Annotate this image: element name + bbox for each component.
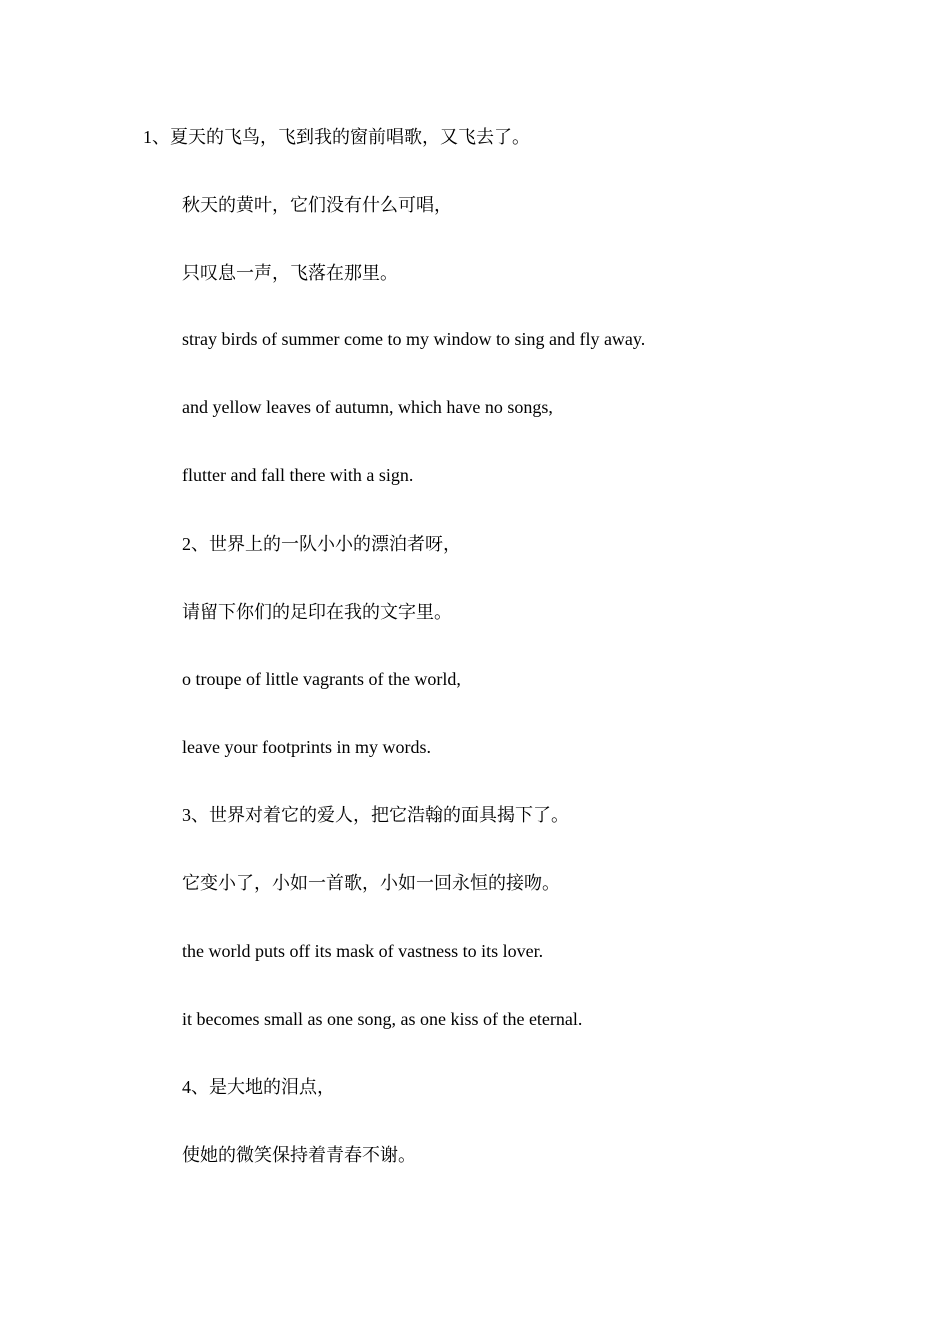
poem-line-15: 4、是大地的泪点， [182, 1077, 335, 1097]
poem-line-3: 只叹息一声，飞落在那里。 [182, 263, 398, 283]
poem-line-16: 使她的微笑保持着青春不谢。 [182, 1145, 416, 1165]
poem-line-2: 秋天的黄叶，它们没有什么可唱， [182, 195, 452, 215]
poem-line-14: it becomes small as one song, as one kiss of the eternal. [182, 1009, 583, 1029]
poem-line-6: flutter and fall there with a sign. [182, 465, 414, 485]
poem-line-12: 它变小了，小如一首歌，小如一回永恒的接吻。 [182, 873, 560, 893]
poem-line-8: 请留下你们的足印在我的文字里。 [182, 602, 452, 622]
poem-line-1: 1、夏天的飞鸟，飞到我的窗前唱歌，又飞去了。 [143, 127, 530, 147]
poem-line-5: and yellow leaves of autumn, which have no songs, [182, 397, 553, 417]
poem-line-10: leave your footprints in my words. [182, 737, 431, 757]
poem-line-13: the world puts off its mask of vastness to its lover. [182, 941, 544, 961]
poem-line-7: 2、世界上的一队小小的漂泊者呀， [182, 534, 461, 554]
poem-line-9: o troupe of little vagrants of the world, [182, 669, 461, 689]
poem-line-11: 3、世界对着它的爱人，把它浩翰的面具揭下了。 [182, 805, 569, 825]
poem-line-4: stray birds of summer come to my window to sing and fly away. [182, 329, 646, 349]
